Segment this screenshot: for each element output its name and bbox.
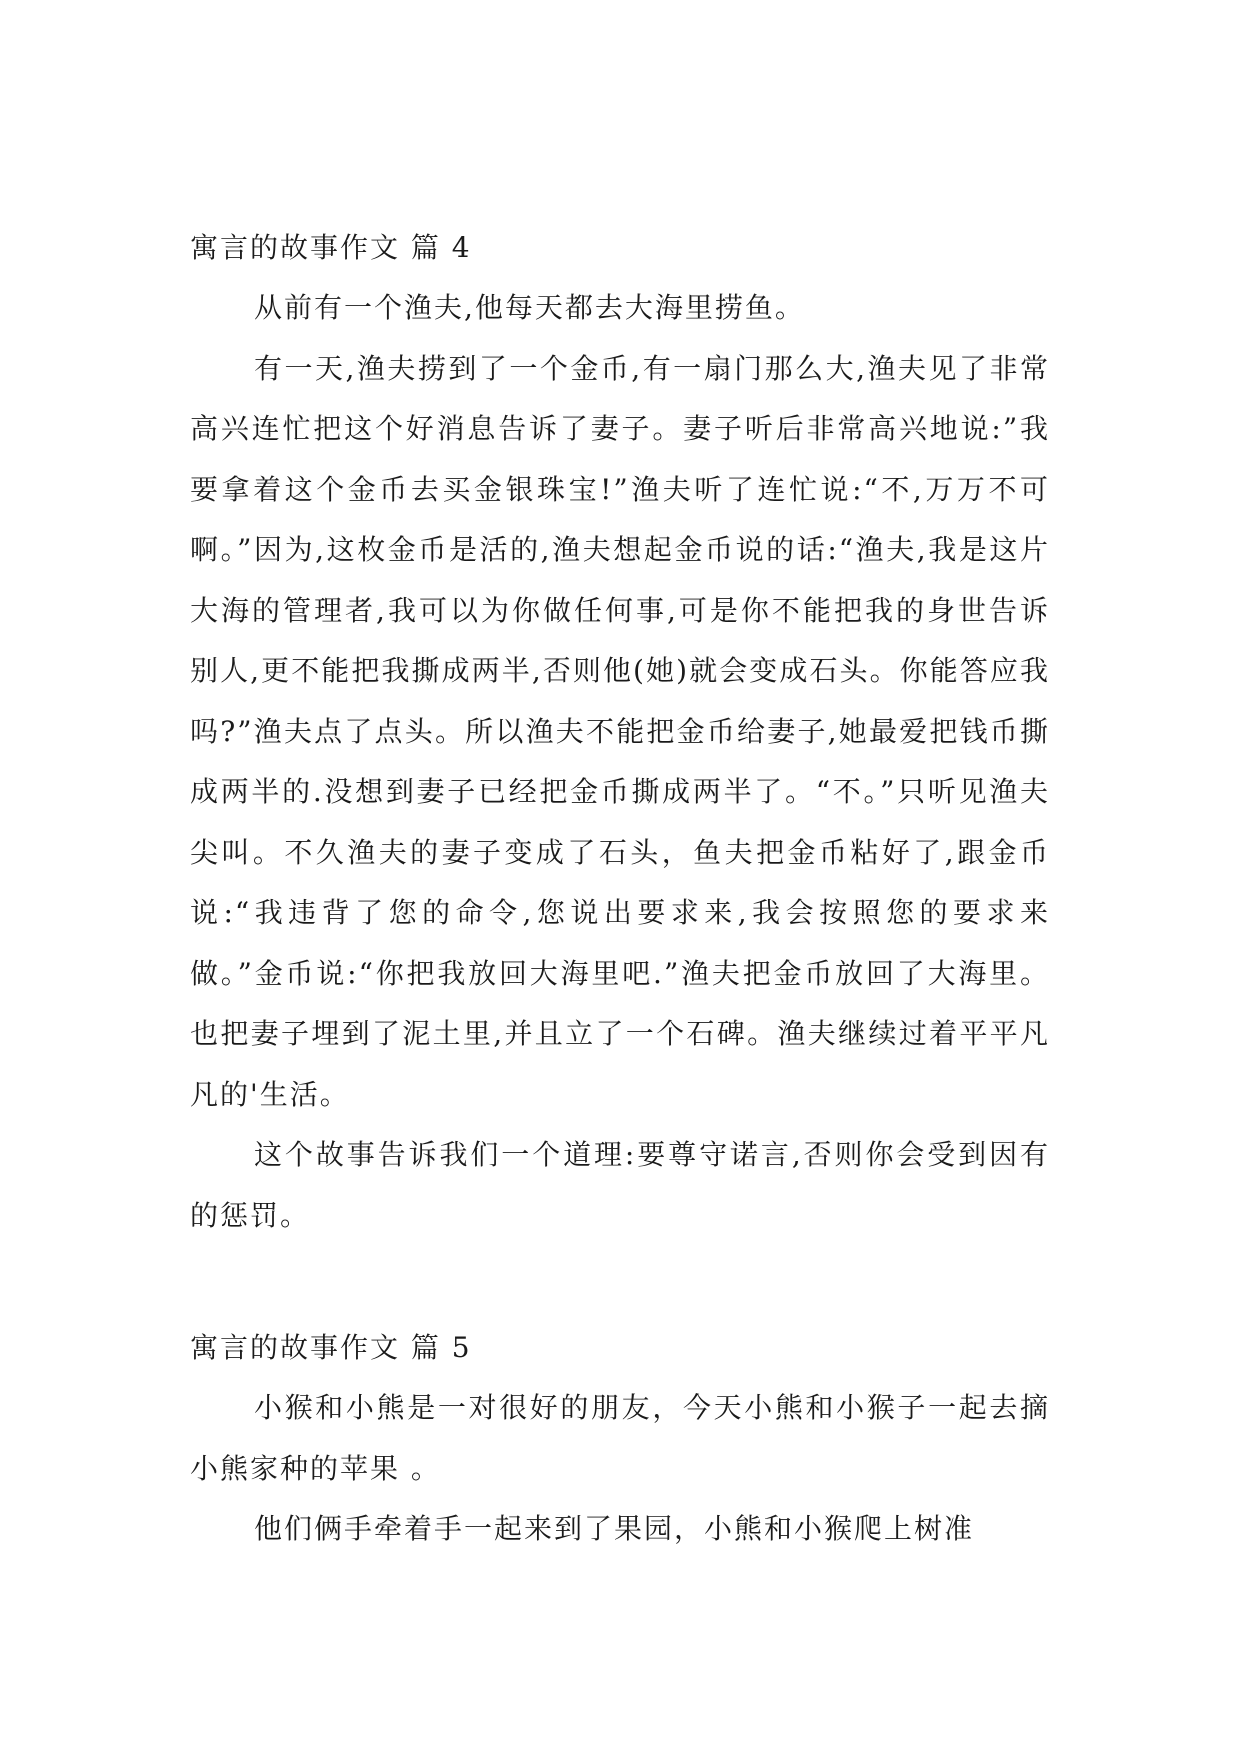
paragraph: 有一天,渔夫捞到了一个金币,有一扇门那么大,渔夫见了非常高兴连忙把这个好消息告诉了妻子。妻子听后非常高兴地说:”我要拿着这个金币去买金银珠宝!”渔夫听了连忙说:“不,万万不可啊。”因为,这枚金币是活的,渔夫想起金币说的话:“渔夫,我是这片大海的管理者,我可以为你做任何事,可是你不能把我的身世告诉别人,更不能把我撕成两半,否则他(她)就会变成石头。你能答应我吗?”渔夫点了点头。所以渔夫不能把金币给妻子,她最爱把钱币撕成两半的.没想到妻子已经把金币撕成两半了。“不。”只听见渔夫尖叫。不久渔夫的妻子变成了石头，鱼夫把金币粘好了,跟金币说:“我违背了您的命令,您说出要求来,我会按照您的要求来做。”金币说:“你把我放回大海里吧.”渔夫把金币放回了大海里。也把妻子埋到了泥土里,并且立了一个石碑。渔夫继续过着平平凡凡的'生活。 [190,351,1050,1111]
essay-section-4 [190,218,1050,1246]
paragraph: 这个故事告诉我们一个道理:要尊守诺言,否则你会受到因有的惩罚。 [190,1138,1050,1232]
section-heading: 寓言的故事作文 篇 4 [190,231,472,264]
essay-section-5 [190,1318,1050,1560]
section-heading: 寓言的故事作文 篇 5 [190,1331,472,1364]
paragraph: 从前有一个渔夫,他每天都去大海里捞鱼。 [254,291,805,324]
paragraph: 他们俩手牵着手一起来到了果园，小熊和小猴爬上树准 [254,1512,975,1545]
paragraph: 小猴和小熊是一对很好的朋友，今天小熊和小猴子一起去摘小熊家种的苹果 。 [190,1391,1050,1485]
